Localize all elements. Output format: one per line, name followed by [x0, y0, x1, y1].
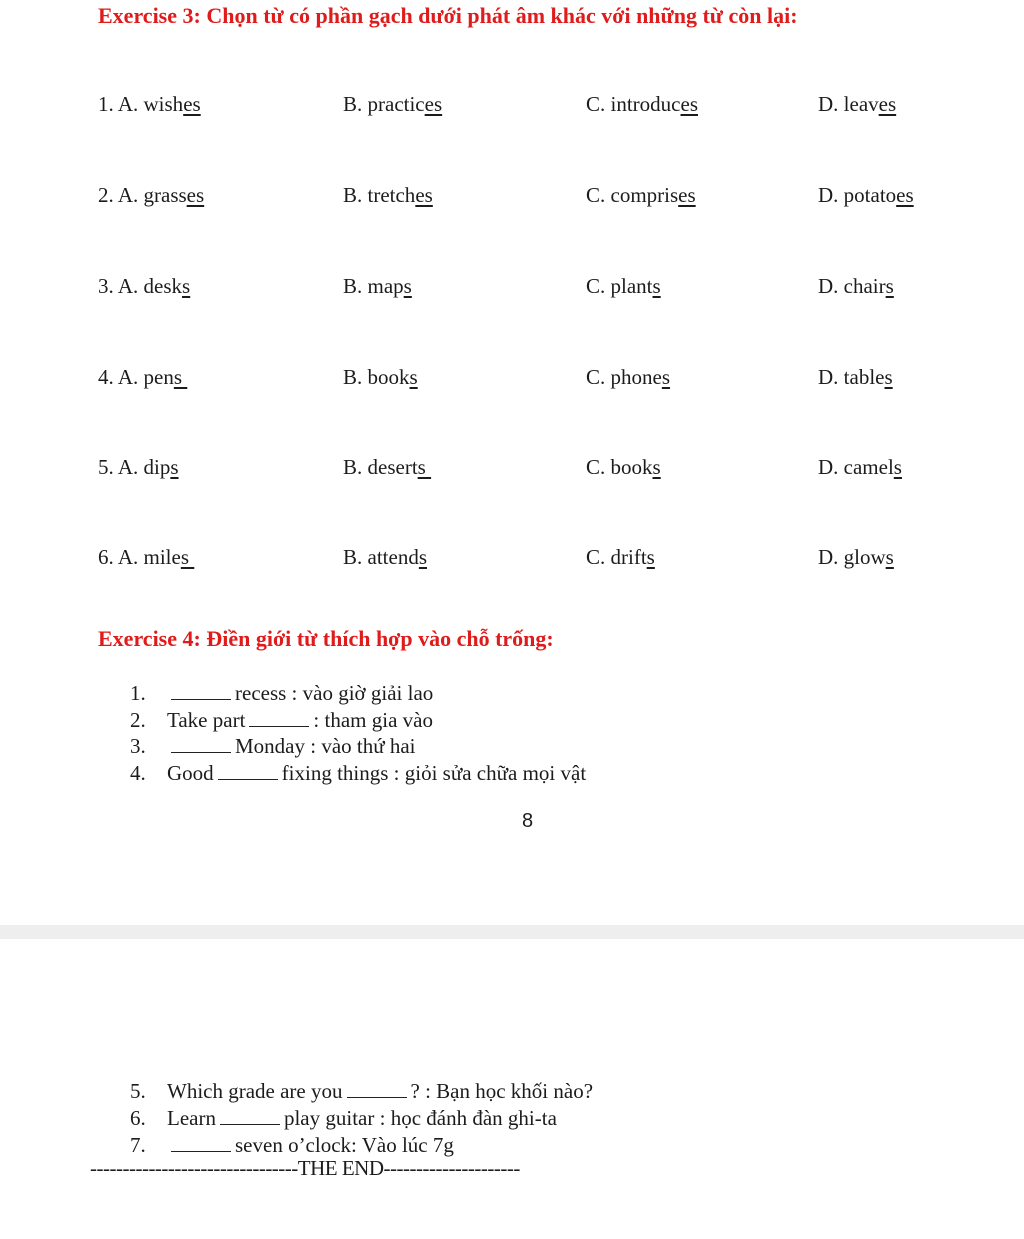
option-c: C. phones	[586, 365, 671, 389]
option-b: B. deserts	[343, 455, 432, 479]
option-c: C. plants	[586, 274, 661, 298]
fill-in-item: 2. Take part : tham gia vào	[130, 708, 433, 732]
answer-blank	[220, 1106, 280, 1125]
option-b: B. books	[343, 365, 418, 389]
option-d: D. camels	[818, 455, 902, 479]
option-b: B. maps	[343, 274, 412, 298]
page-number: 8	[522, 810, 534, 832]
exercise-3-question	[0, 365, 1024, 395]
option-d: D. leaves	[818, 92, 897, 116]
the-end-footer: --------------------------------THE END---------------------	[90, 1156, 520, 1180]
option-b: B. attends	[343, 545, 428, 569]
exercise-3-question	[0, 274, 1024, 304]
fill-in-item: 1. recess : vào giờ giải lao	[130, 681, 434, 705]
option-b: B. practices	[343, 92, 443, 116]
option-c: C. books	[586, 455, 661, 479]
fill-in-item: 4. Good fixing things : giỏi sửa chữa mọi vật	[130, 761, 587, 785]
fill-in-item: 6. Learn play guitar : học đánh đàn ghi-ta	[130, 1106, 557, 1130]
exercise-3-question	[0, 183, 1024, 213]
option-a: 2. A. grasses	[98, 183, 205, 207]
answer-blank	[249, 708, 309, 727]
option-d: D. potatoes	[818, 183, 914, 207]
option-a: 5. A. dips	[98, 455, 179, 479]
answer-blank	[171, 681, 231, 700]
exercise-3-title: Exercise 3: Chọn từ có phần gạch dưới phát âm khác với những từ còn lại:	[98, 3, 798, 28]
option-b: B. tretches	[343, 183, 433, 207]
exercise-4-title: Exercise 4: Điền giới từ thích hợp vào chỗ trống:	[98, 626, 554, 651]
option-c: C. comprises	[586, 183, 696, 207]
exercise-3-question	[0, 455, 1024, 485]
fill-in-item: 7. seven o’clock: Vào lúc 7g	[130, 1133, 454, 1157]
option-d: D. tables	[818, 365, 893, 389]
option-a: 4. A. pens	[98, 365, 188, 389]
exercise-3-question	[0, 545, 1024, 575]
page-separator	[0, 925, 1024, 939]
option-d: D. chairs	[818, 274, 894, 298]
option-d: D. glows	[818, 545, 894, 569]
answer-blank	[171, 734, 231, 753]
answer-blank	[218, 761, 278, 780]
answer-blank	[347, 1079, 407, 1098]
exercise-3-question	[0, 92, 1024, 122]
fill-in-item: 3. Monday : vào thứ hai	[130, 734, 416, 758]
answer-blank	[171, 1133, 231, 1152]
option-a: 6. A. miles	[98, 545, 195, 569]
option-a: 1. A. wishes	[98, 92, 201, 116]
option-c: C. introduces	[586, 92, 698, 116]
fill-in-item: 5. Which grade are you ? : Bạn học khối nào?	[130, 1079, 594, 1103]
option-c: C. drifts	[586, 545, 655, 569]
option-a: 3. A. desks	[98, 274, 191, 298]
